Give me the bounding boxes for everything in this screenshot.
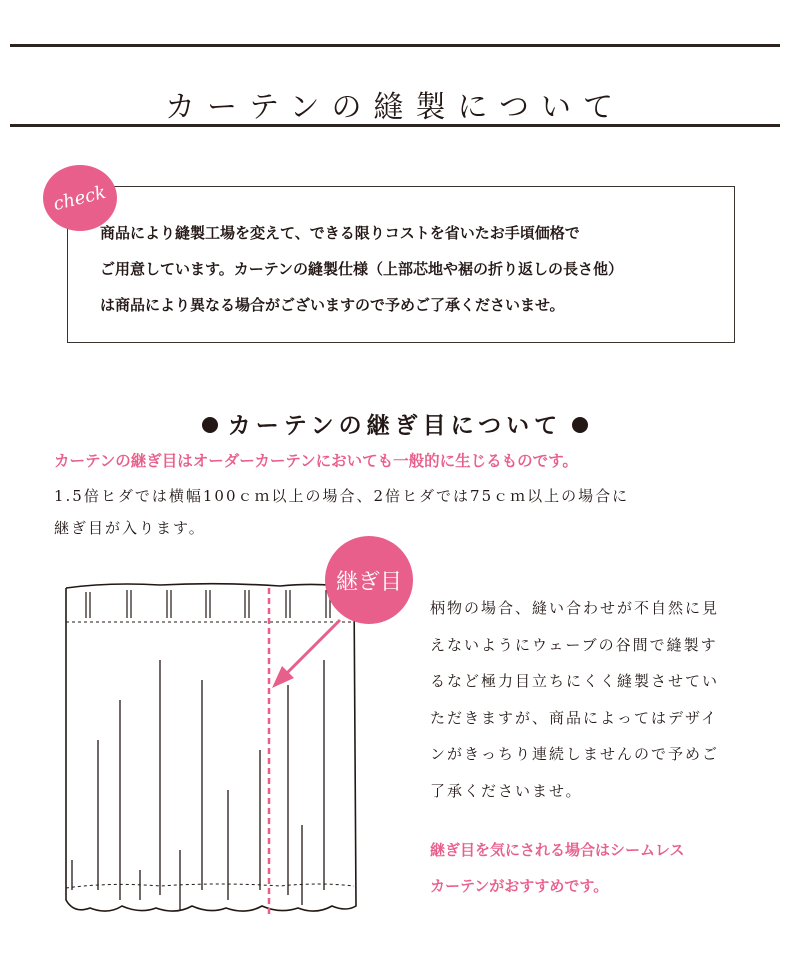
seam-paragraph-line: 1.5倍ヒダでは横幅100ｃｍ以上の場合、2倍ヒダでは75ｃｍ以上の場合に (54, 487, 630, 505)
side-text-line: ただきますが、商品によってはデザイ (430, 708, 718, 727)
check-note-line: 商品により縫製工場を変えて、できる限りコストを省いたお手頃価格で (100, 224, 580, 242)
section-subtitle-text: カーテンの継ぎ目について (227, 413, 563, 440)
side-text-line: ンがきっちり連続しませんので予めご (430, 745, 720, 763)
bullet-dot-icon (202, 417, 218, 433)
side-text-line: るなど極力目立ちにくく縫製させてい (430, 672, 720, 690)
seam-paragraph-line: 継ぎ目が入ります。 (54, 519, 206, 537)
side-text-line: 了承くださいませ。 (430, 781, 583, 800)
seam-label-badge (325, 536, 413, 624)
seamless-recommendation-line: 継ぎ目を気にされる場合はシームレス (430, 841, 685, 859)
check-note-box (67, 186, 735, 343)
bullet-dot-icon (572, 417, 588, 433)
section-subtitle (0, 409, 790, 443)
seam-side-text (430, 590, 760, 809)
curtain-illustration (50, 570, 370, 930)
check-badge-label: check (51, 181, 109, 215)
seamless-recommendation-line: カーテンがおすすめです。 (430, 877, 609, 895)
seam-paragraph (54, 480, 754, 544)
check-badge (43, 165, 117, 231)
seam-label: 継ぎ目 (335, 569, 402, 595)
check-note-line: ご用意しています。カーテンの縫製仕様（上部芯地や裾の折り返しの長さ他） (100, 260, 624, 278)
seamless-recommendation (430, 832, 760, 904)
check-note-text (100, 215, 724, 323)
seam-lead-text: カーテンの継ぎ目はオーダーカーテンにおいても一般的に生じるものです。 (54, 452, 578, 470)
check-note-line: は商品により異なる場合がございますので予めご了承くださいませ。 (100, 296, 565, 314)
page-title: カーテンの縫製について (165, 90, 625, 126)
side-text-line: えないようにウェーブの谷間で縫製す (430, 635, 718, 654)
header-bottom-rule (10, 124, 780, 127)
header-top-rule (10, 44, 780, 47)
side-text-line: 柄物の場合、縫い合わせが不自然に見 (430, 599, 720, 617)
